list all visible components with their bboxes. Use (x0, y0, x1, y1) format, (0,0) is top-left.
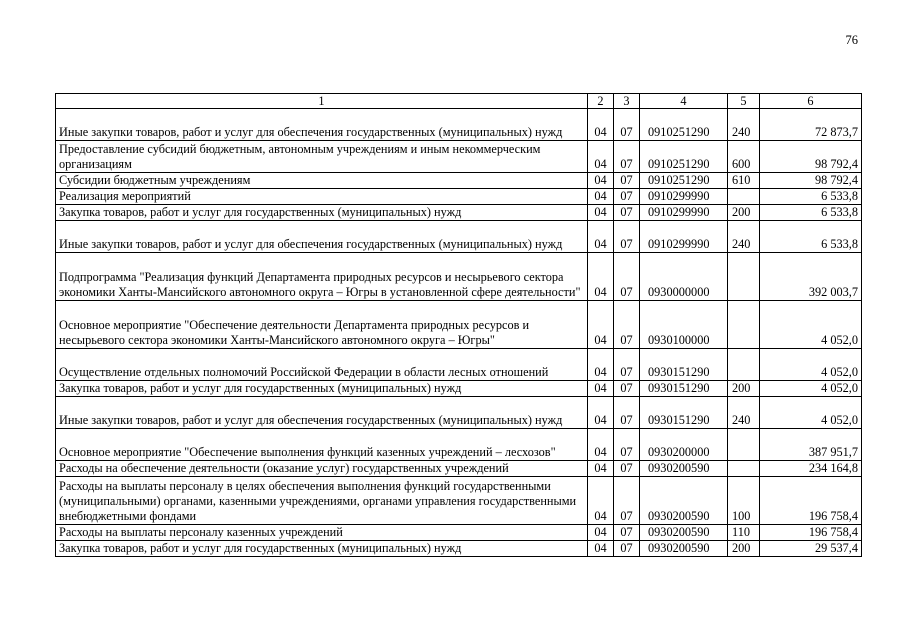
row-expense-type: 610 (728, 173, 760, 189)
row-subsection-code: 07 (614, 541, 640, 557)
row-subsection-code: 07 (614, 301, 640, 349)
row-amount: 6 533,8 (760, 189, 862, 205)
table-body (56, 109, 862, 557)
row-amount: 72 873,7 (760, 109, 862, 141)
row-amount: 4 052,0 (760, 301, 862, 349)
row-section-code: 04 (588, 205, 614, 221)
row-name: Расходы на выплаты персоналу в целях обеспечения выполнения функций государственными (муниципальными) органами, казенными учреждениями, органами управления государственными внебюджетными фондами (56, 477, 588, 525)
row-program-code: 0910251290 (640, 173, 728, 189)
row-name: Предоставление субсидий бюджетным, автономным учреждениям и иным некоммерческим организациям (56, 141, 588, 173)
row-amount: 387 951,7 (760, 429, 862, 461)
row-section-code: 04 (588, 477, 614, 525)
row-amount: 98 792,4 (760, 173, 862, 189)
row-name: Расходы на обеспечение деятельности (оказание услуг) государственных учреждений (56, 461, 588, 477)
row-subsection-code: 07 (614, 477, 640, 525)
row-program-code: 0930200590 (640, 461, 728, 477)
row-program-code: 0930100000 (640, 301, 728, 349)
header-row (56, 94, 862, 109)
row-expense-type: 200 (728, 205, 760, 221)
row-name: Иные закупки товаров, работ и услуг для обеспечения государственных (муниципальных) нужд (56, 397, 588, 429)
row-amount: 4 052,0 (760, 381, 862, 397)
table-row (56, 205, 862, 221)
row-amount: 29 537,4 (760, 541, 862, 557)
table-row (56, 253, 862, 301)
row-section-code: 04 (588, 349, 614, 381)
row-subsection-code: 07 (614, 397, 640, 429)
row-section-code: 04 (588, 141, 614, 173)
row-section-code: 04 (588, 397, 614, 429)
row-subsection-code: 07 (614, 189, 640, 205)
row-amount: 234 164,8 (760, 461, 862, 477)
table-row (56, 541, 862, 557)
row-expense-type: 600 (728, 141, 760, 173)
header-col-2: 2 (588, 94, 614, 109)
table-row (56, 525, 862, 541)
row-program-code: 0910251290 (640, 141, 728, 173)
row-expense-type: 200 (728, 541, 760, 557)
row-program-code: 0930200590 (640, 525, 728, 541)
row-section-code: 04 (588, 461, 614, 477)
row-amount: 196 758,4 (760, 525, 862, 541)
row-amount: 196 758,4 (760, 477, 862, 525)
row-program-code: 0910299990 (640, 189, 728, 205)
row-name: Закупка товаров, работ и услуг для государственных (муниципальных) нужд (56, 541, 588, 557)
row-name: Закупка товаров, работ и услуг для государственных (муниципальных) нужд (56, 205, 588, 221)
row-amount: 4 052,0 (760, 397, 862, 429)
row-program-code: 0930200590 (640, 541, 728, 557)
row-expense-type (728, 349, 760, 381)
row-section-code: 04 (588, 253, 614, 301)
row-program-code: 0930000000 (640, 253, 728, 301)
table-row (56, 109, 862, 141)
row-expense-type (728, 429, 760, 461)
row-expense-type: 240 (728, 109, 760, 141)
header-col-1: 1 (56, 94, 588, 109)
row-subsection-code: 07 (614, 109, 640, 141)
row-section-code: 04 (588, 525, 614, 541)
row-name: Осуществление отдельных полномочий Российской Федерации в области лесных отношений (56, 349, 588, 381)
row-expense-type (728, 461, 760, 477)
row-section-code: 04 (588, 541, 614, 557)
row-name: Иные закупки товаров, работ и услуг для обеспечения государственных (муниципальных) нужд (56, 109, 588, 141)
table-row (56, 141, 862, 173)
row-subsection-code: 07 (614, 173, 640, 189)
row-name: Реализация мероприятий (56, 189, 588, 205)
row-name: Основное мероприятие "Обеспечение деятельности Департамента природных ресурсов и несырьевого сектора экономики Ханты-Мансийского автономного округа – Югры" (56, 301, 588, 349)
row-subsection-code: 07 (614, 381, 640, 397)
row-section-code: 04 (588, 173, 614, 189)
row-amount: 4 052,0 (760, 349, 862, 381)
row-program-code: 0930200000 (640, 429, 728, 461)
row-amount: 6 533,8 (760, 205, 862, 221)
table-row (56, 477, 862, 525)
row-section-code: 04 (588, 189, 614, 205)
header-col-6: 6 (760, 94, 862, 109)
row-subsection-code: 07 (614, 205, 640, 221)
table-row (56, 381, 862, 397)
row-expense-type (728, 189, 760, 205)
row-subsection-code: 07 (614, 141, 640, 173)
row-name: Подпрограмма "Реализация функций Департамента природных ресурсов и несырьевого сектора экономики Ханты-Мансийского автономного округа – Югры в установленной сфере деятельности" (56, 253, 588, 301)
row-section-code: 04 (588, 301, 614, 349)
row-name: Основное мероприятие "Обеспечение выполнения функций казенных учреждений – лесхозов" (56, 429, 588, 461)
row-program-code: 0910299990 (640, 221, 728, 253)
header-col-4: 4 (640, 94, 728, 109)
row-expense-type: 100 (728, 477, 760, 525)
row-program-code: 0930200590 (640, 477, 728, 525)
row-expense-type: 240 (728, 397, 760, 429)
row-expense-type: 200 (728, 381, 760, 397)
row-expense-type (728, 253, 760, 301)
table-row (56, 349, 862, 381)
row-expense-type (728, 301, 760, 349)
row-name: Субсидии бюджетным учреждениям (56, 173, 588, 189)
row-amount: 392 003,7 (760, 253, 862, 301)
budget-table (55, 93, 862, 557)
row-subsection-code: 07 (614, 525, 640, 541)
header-col-3: 3 (614, 94, 640, 109)
table-row (56, 429, 862, 461)
table-row (56, 461, 862, 477)
row-program-code: 0930151290 (640, 381, 728, 397)
row-expense-type: 110 (728, 525, 760, 541)
row-section-code: 04 (588, 221, 614, 253)
row-program-code: 0910251290 (640, 109, 728, 141)
row-amount: 6 533,8 (760, 221, 862, 253)
row-program-code: 0910299990 (640, 205, 728, 221)
table-row (56, 173, 862, 189)
header-col-5: 5 (728, 94, 760, 109)
page-number: 76 (845, 33, 858, 47)
row-name: Иные закупки товаров, работ и услуг для обеспечения государственных (муниципальных) нужд (56, 221, 588, 253)
table-row (56, 221, 862, 253)
row-name: Расходы на выплаты персоналу казенных учреждений (56, 525, 588, 541)
table-row (56, 189, 862, 205)
row-subsection-code: 07 (614, 349, 640, 381)
row-program-code: 0930151290 (640, 349, 728, 381)
row-subsection-code: 07 (614, 461, 640, 477)
row-section-code: 04 (588, 109, 614, 141)
row-subsection-code: 07 (614, 429, 640, 461)
table-row (56, 301, 862, 349)
row-expense-type: 240 (728, 221, 760, 253)
row-name: Закупка товаров, работ и услуг для государственных (муниципальных) нужд (56, 381, 588, 397)
row-section-code: 04 (588, 381, 614, 397)
table-header (56, 94, 862, 109)
row-section-code: 04 (588, 429, 614, 461)
row-program-code: 0930151290 (640, 397, 728, 429)
row-subsection-code: 07 (614, 253, 640, 301)
row-amount: 98 792,4 (760, 141, 862, 173)
row-subsection-code: 07 (614, 221, 640, 253)
table-row (56, 397, 862, 429)
